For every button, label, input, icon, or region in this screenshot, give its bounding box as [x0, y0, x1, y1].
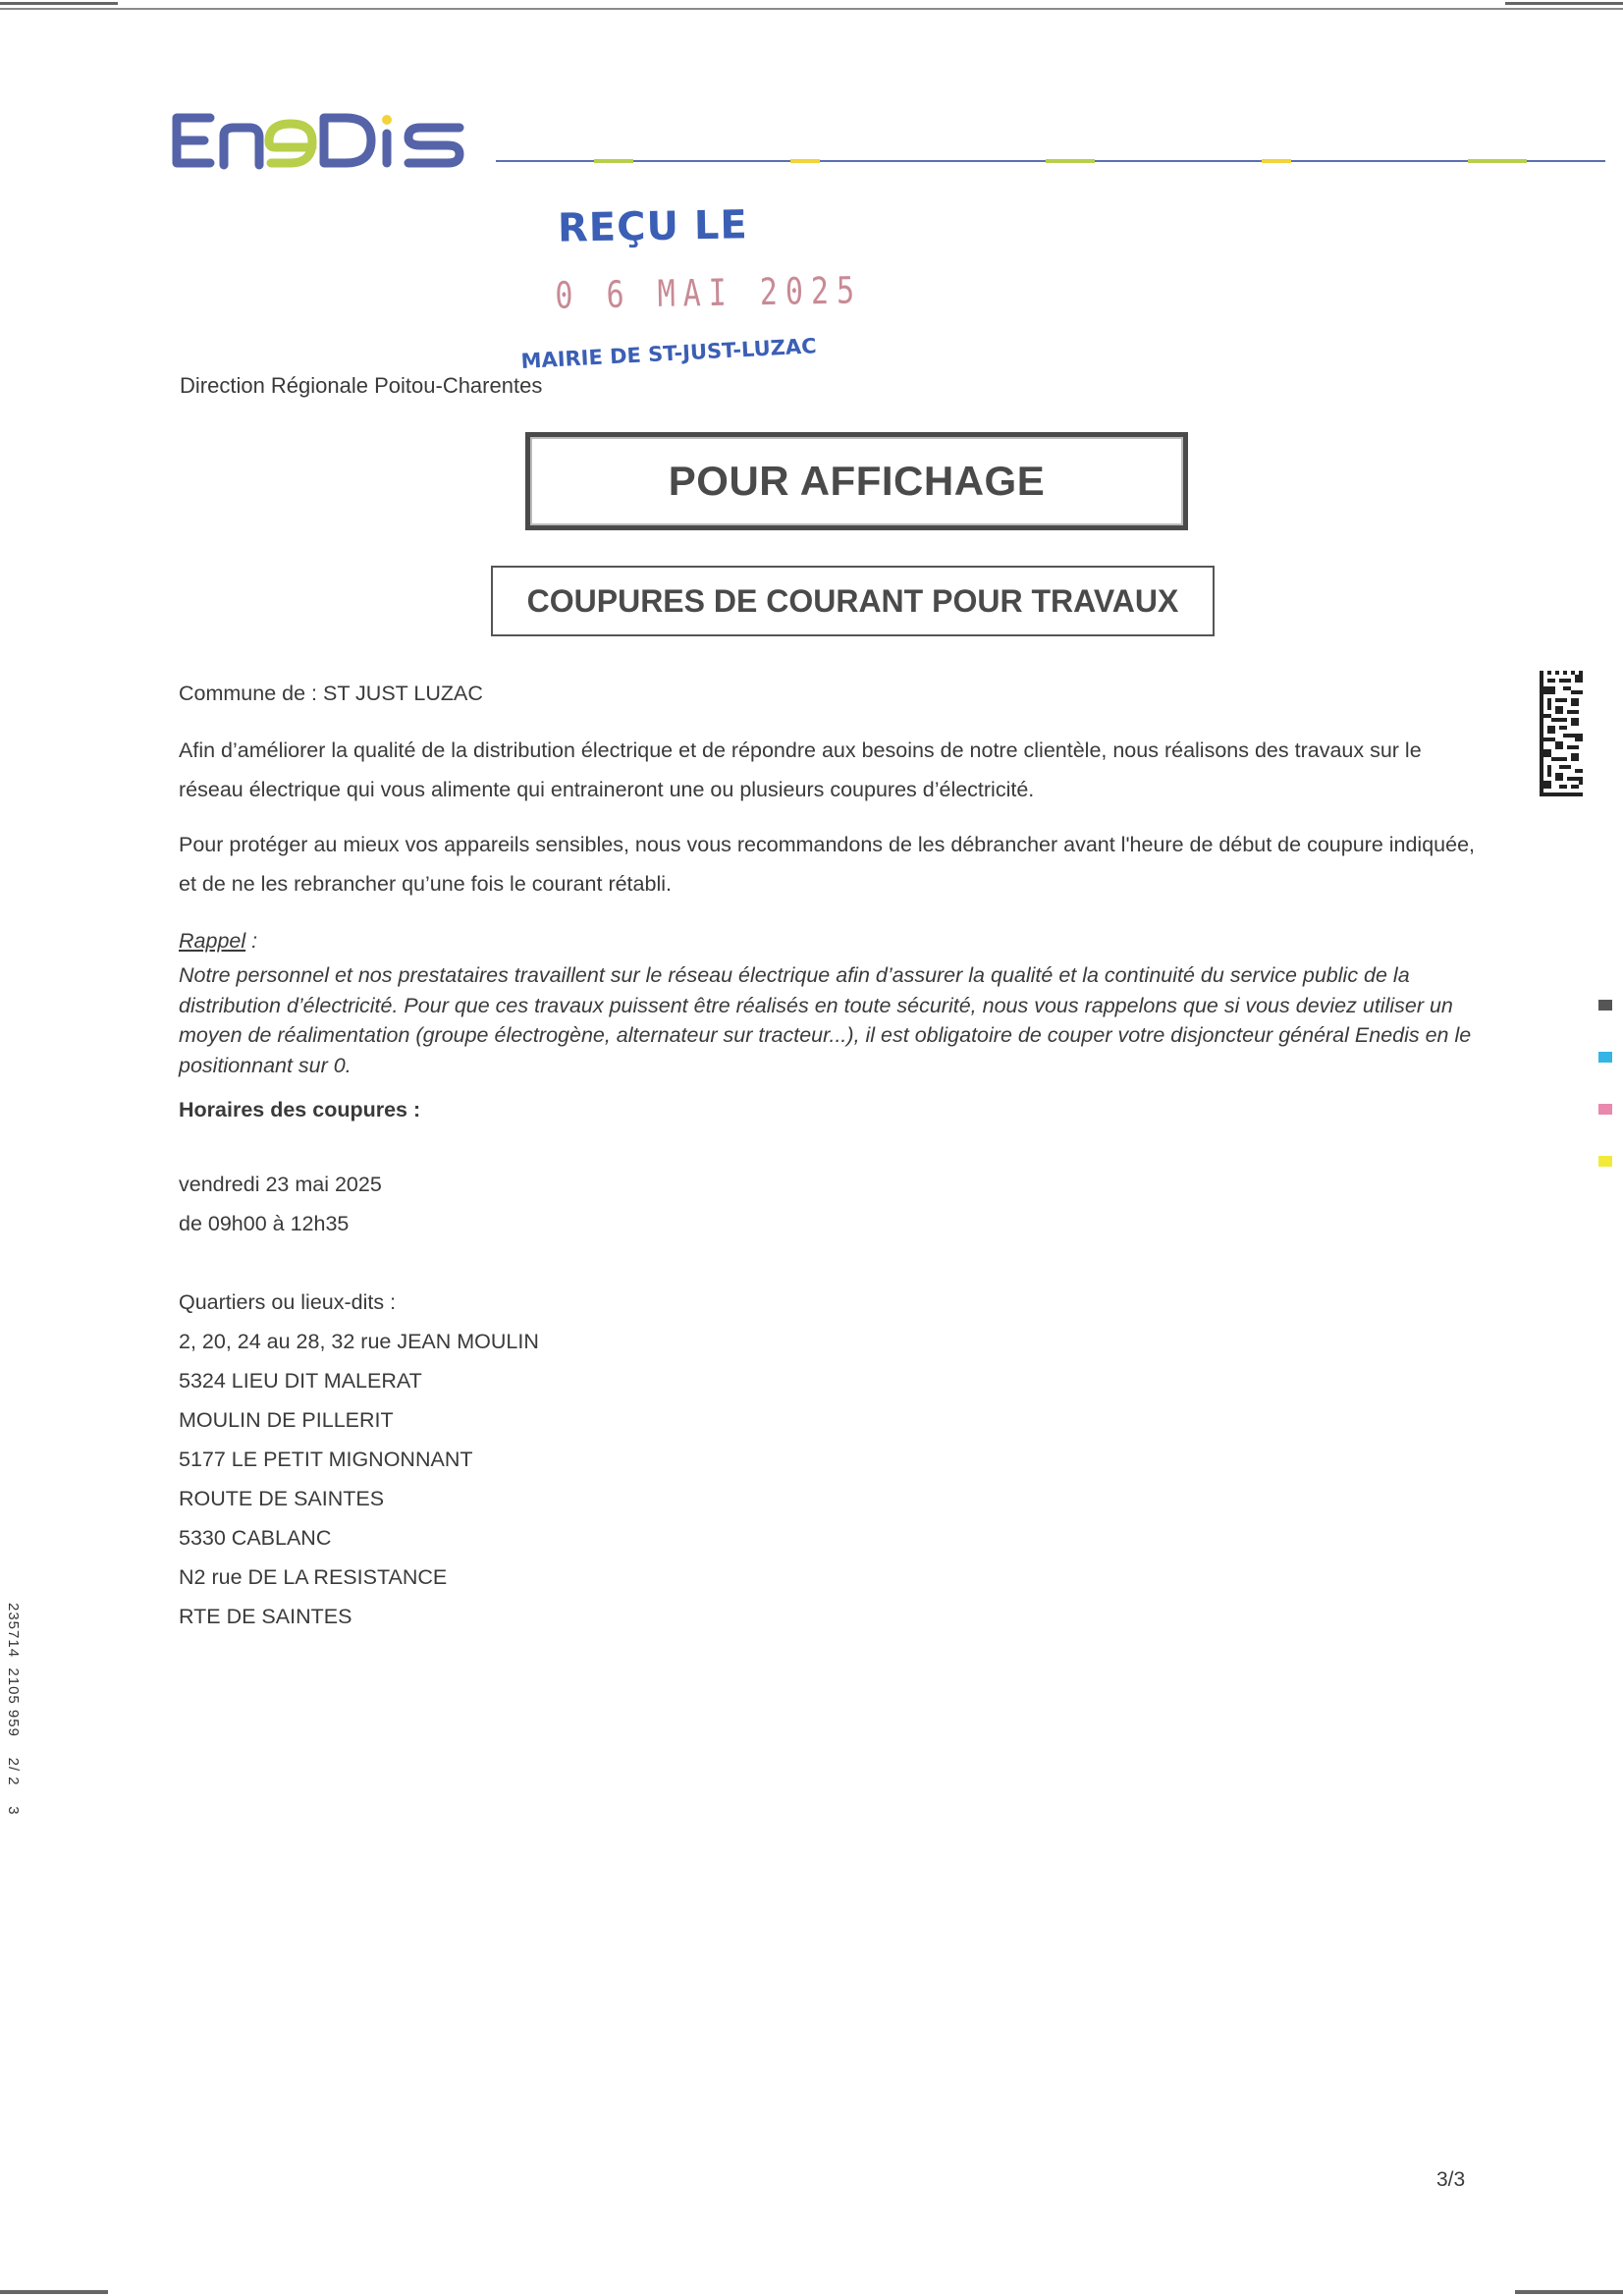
commune-line: Commune de : ST JUST LUZAC	[179, 682, 483, 705]
list-item: MOULIN DE PILLERIT	[179, 1408, 394, 1432]
coupures-title-box	[491, 566, 1215, 636]
rappel-label: Rappel	[179, 929, 246, 953]
pour-affichage-box	[525, 432, 1188, 530]
scan-border-top	[0, 8, 1623, 10]
print-mark-magenta	[1598, 1104, 1612, 1115]
coupures-title: COUPURES DE COURANT POUR TRAVAUX	[526, 582, 1179, 619]
scan-edge-bottom-left	[0, 2290, 108, 2294]
stamp-mairie: MAIRIE DE ST-JUST-LUZAC	[520, 334, 818, 373]
rappel-text: Notre personnel et nos prestataires travaillent sur le réseau électrique afin d’assurer la qualité et la continuité du service public de la distribution d’électricité. Pour que ces travaux puissent être réalisés en toute sécurité, nous vous rappelons que si vous deviez utiliser un moyen de réalimentation (groupe électrogène, alternateur sur tracteur...), il est obligatoire de couper votre disjoncteur général Enedis en le positionnant sur 0.	[179, 963, 1472, 1077]
datamatrix-barcode	[1540, 671, 1583, 796]
intro-paragraph: Afin d’améliorer la qualité de la distribution électrique et de répondre aux besoins de notre clientèle, nous réalisons des travaux sur le réseau électrique qui vous alimente qui entraineront une ou plusieurs coupures d’électricité.	[179, 738, 1422, 801]
print-mark-black	[1598, 1000, 1612, 1011]
pour-affichage-title: POUR AFFICHAGE	[668, 458, 1046, 504]
list-item: RTE DE SAINTES	[179, 1605, 352, 1628]
list-item: 5330 CABLANC	[179, 1526, 332, 1550]
enedis-logo	[169, 106, 473, 175]
direction-regionale: Direction Régionale Poitou-Charentes	[180, 373, 543, 398]
lieux-list	[179, 1322, 1485, 1636]
list-item: ROUTE DE SAINTES	[179, 1487, 385, 1510]
print-mark-yellow	[1598, 1156, 1612, 1167]
print-registration-marks	[1598, 1000, 1614, 1208]
rappel-colon: :	[245, 929, 258, 953]
protection-paragraph: Pour protéger au mieux vos appareils sensibles, nous vous recommandons de les débrancher avant l'heure de début de coupure indiquée, et de ne les rebrancher qu’une fois le courant rétabli.	[179, 833, 1476, 896]
side-tracking-code: 235714 2105 959 2/ 2 3	[5, 1603, 22, 1816]
page-number: 3/3	[1436, 2168, 1466, 2191]
rappel-heading	[179, 921, 1485, 960]
lieux-title: Quartiers ou lieux-dits :	[179, 1290, 397, 1314]
date-block	[179, 1165, 1485, 1243]
list-item: N2 rue DE LA RESISTANCE	[179, 1565, 448, 1589]
list-item: 5324 LIEU DIT MALERAT	[179, 1369, 422, 1393]
horaires-title: Horaires des coupures :	[179, 1098, 421, 1121]
stamp-received: REÇU LE	[557, 202, 749, 251]
scan-edge-top-right	[1505, 2, 1623, 5]
outage-time: de 09h00 à 12h35	[179, 1212, 350, 1235]
outage-date: vendredi 23 mai 2025	[179, 1173, 382, 1196]
notice-body	[179, 674, 1485, 1636]
stamp-date: 0 6 MAI 2025	[555, 269, 863, 318]
logo-rule	[496, 159, 1605, 163]
list-item: 5177 LE PETIT MIGNONNANT	[179, 1448, 473, 1471]
scan-edge-bottom-right	[1515, 2290, 1623, 2294]
print-mark-cyan	[1598, 1052, 1612, 1063]
scan-edge-top-left	[0, 2, 118, 5]
list-item: 2, 20, 24 au 28, 32 rue JEAN MOULIN	[179, 1330, 539, 1353]
